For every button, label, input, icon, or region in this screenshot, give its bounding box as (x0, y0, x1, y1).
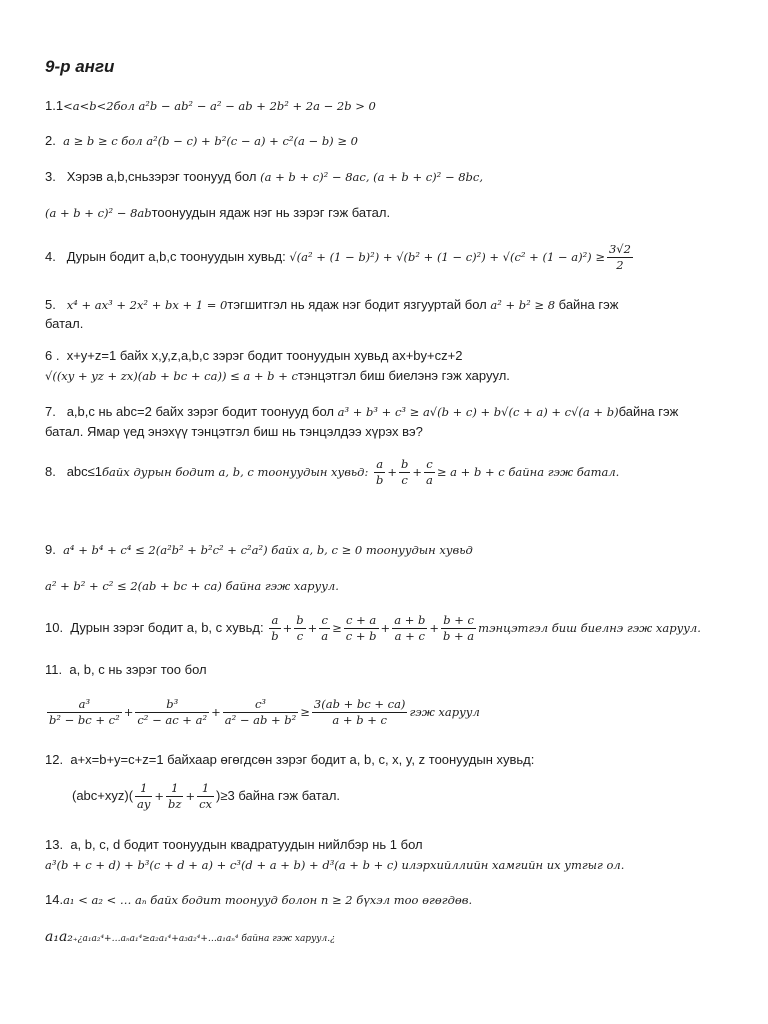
problem-13-formula: a³(b + c + d) + b³(c + d + a) + c³(d + a + b) + d³(a + b + c) илэрхийллийн хамгийн их утгыг ол. (45, 858, 625, 872)
problem-3-number: 3. (45, 169, 56, 184)
problem-4-formula: √(a² + (1 − b)²) + √(b² + (1 − c)²) + √(c² + (1 − a)²) ≥ (289, 249, 605, 264)
problem-12-tail: )≥3 байна гэж батал. (216, 787, 341, 803)
problem-8: 8. abc≤1байх дурын бодит a, b, c тоонуудын хувьд: $\frac{a}{b}$ + $\frac{b}{c}$ + $\frac{c}{a}$ ≥ a + b + c байна гэж батал. (45, 457, 620, 487)
problem-9-formula-2: a² + b² + c² ≤ 2(ab + bc + ca) байна гэж харуул. (45, 579, 339, 593)
problem-12-formula: (abc+xyz)( $\frac{1}{ay}$ + $\frac{1}{bz}$ + $\frac{1}{cx}$ )≥3 байна гэж батал. (72, 781, 341, 811)
fraction-denominator: c (401, 473, 408, 487)
fraction-numerator: a (374, 457, 385, 473)
problem-12 (45, 751, 534, 768)
problem-6-number: 6 . (45, 348, 60, 363)
problem-13 (45, 836, 423, 853)
problem-14-formula: a₁ < a₂ < … aₙ байх бодит тоонууд болон n ≥ 2 бүхэл тоо өгөгдөв. (63, 893, 473, 907)
problem-5-text: тэгшитгэл нь ядаж нэг бодит язгууртай бол (227, 297, 487, 312)
problem-11-text: a, b, c нь зэрэг тоо бол (69, 662, 207, 677)
problem-10: 10. Дурын зэрэг бодит a, b, c хувьд: $\frac{a}{b}$ + $\frac{b}{c}$ + $\frac{c}{a}$ ≥ $\frac{c + a}{c + b}$ + $\frac{a + b}{a + c}$ + $\frac{b + c}{b + a}$ тэнцэтгэл биш биелнэ гэж харуул. (45, 613, 701, 643)
problem-3-formula-2: (a + b + c)² − 8ab (45, 206, 152, 220)
problem-6-cont (45, 367, 510, 385)
problem-10-number: 10. (45, 619, 64, 635)
problem-4-number: 4. (45, 248, 56, 264)
fraction-denominator: a + c (394, 629, 425, 643)
fraction (135, 781, 152, 812)
problem-10-text: Дурын зэрэг бодит a, b, c хувьд: (70, 619, 264, 635)
problem-14 (45, 891, 472, 909)
problem-5 (45, 296, 618, 314)
fraction-denominator: a (321, 629, 329, 643)
fraction-denominator: ay (137, 797, 151, 811)
fraction-numerator: c³ (223, 697, 299, 713)
fraction-numerator: b + c (441, 613, 476, 629)
problem-7-number: 7. (45, 404, 56, 419)
fraction-denominator: c² − ac + a² (137, 713, 208, 727)
fraction-numerator: a³ (47, 697, 122, 713)
problem-4-fraction (607, 242, 633, 273)
fraction-numerator: c (424, 457, 435, 473)
fraction-denominator: b (375, 473, 384, 487)
fraction-denominator: b + a (443, 629, 475, 643)
problem-3 (45, 168, 483, 186)
problem-7 (45, 403, 678, 421)
problem-5-formula-2: a² + b² ≥ 8 (490, 298, 556, 312)
problem-1-formula: <a<b<2бол a²b − ab² − a² − ab + 2b² + 2a − 2b > 0 (63, 99, 376, 113)
fraction-denominator: a (425, 473, 433, 487)
problem-9 (45, 541, 473, 559)
fraction-denominator: bz (168, 797, 182, 811)
fraction-numerator: b (296, 613, 304, 627)
problem-3-text-2: тоонуудын ядаж нэг нь зэрэг гэж батал. (151, 205, 391, 220)
problem-10-tail: тэнцэтгэл биш биелнэ гэж харуул. (478, 620, 701, 635)
problem-11-formula: $\frac{\text{a³}}{\text{b² − bc + c²}}$ + $\frac{\text{b³}}{\text{c² − ac + a²}}$ + $\frac{\text{c³}}{\text{a² − ab + b²}}$ ≥ $\frac{3(ab + bc + ca)}{a + b + c}$ гэж харуул (49, 697, 480, 727)
problem-13-text: a, b, c, d бодит тоонуудын квадратуудын нийлбэр нь 1 бол (70, 837, 423, 852)
fraction (135, 697, 209, 728)
problem-4 (45, 242, 635, 273)
problem-2 (45, 132, 358, 150)
fraction-numerator: b³ (135, 697, 209, 713)
problem-5-text-2: байна гэж (558, 297, 619, 312)
problem-9-cont (45, 577, 339, 595)
fraction (197, 781, 214, 812)
fraction-denominator: b² − bc + c² (49, 713, 120, 727)
problem-12-text: a+x=b+y=c+z=1 байхаар өгөгдсөн зэрэг бодит a, b, c, x, y, z тоонуудын хувьд: (70, 752, 535, 767)
problem-4-text: Дурын бодит a,b,c тоонуудын хувьд: (66, 248, 286, 264)
problem-9-formula: a⁴ + b⁴ + c⁴ ≤ 2(a²b² + b²c² + c²a²) байх a, b, c ≥ 0 тоонуудын хувьд (63, 543, 473, 557)
fraction (392, 613, 427, 644)
problem-8-text: abc≤1 (66, 463, 103, 479)
fraction-denominator: cx (199, 797, 213, 811)
problem-11-number: 11. (45, 662, 63, 677)
fraction (47, 697, 122, 728)
fraction (294, 613, 305, 644)
fraction-numerator: c (319, 613, 330, 629)
problem-14-lead: a₁a₂ (45, 929, 73, 945)
problem-11 (45, 661, 207, 678)
fraction-denominator: b (271, 629, 279, 643)
fraction-denominator: c + b (345, 629, 377, 643)
problem-1-number: 1.1 (45, 98, 64, 113)
fraction-numerator: 1 (197, 781, 214, 797)
problem-9-number: 9. (45, 542, 56, 557)
fraction (319, 613, 330, 644)
problem-3-cont (45, 204, 390, 222)
fraction (166, 781, 183, 812)
problem-5-cont: батал. (45, 316, 84, 331)
page-title: 9-р анги (45, 57, 115, 76)
problem-12-pre: (abc+xyz)( (72, 787, 134, 803)
fraction-numerator: a (269, 613, 280, 629)
fraction-numerator: c + a (344, 613, 379, 629)
fraction-numerator: 1 (135, 781, 152, 797)
fraction (441, 613, 476, 644)
problem-6-text: x+y+z=1 байх x,y,z,a,b,c зэрэг бодит тоонуудын хувьд ax+by+cz+2 (66, 348, 463, 363)
problem-14-number: 14. (45, 892, 64, 907)
fraction (269, 613, 280, 644)
problem-13-cont (45, 856, 624, 874)
fraction-numerator: a + b (394, 613, 426, 627)
fraction-numerator: 1 (166, 781, 183, 797)
problem-6 (45, 347, 462, 364)
fraction-denominator: 2 (616, 258, 624, 272)
fraction-numerator: b (400, 457, 409, 471)
problem-2-formula: a ≥ b ≥ c бол a²(b − c) + b²(c − a) + c²(a − b) ≥ 0 (63, 134, 358, 148)
problem-8-formula: байх дурын бодит a, b, c тоонуудын хувьд: (102, 464, 369, 479)
problem-3-text: Хэрэв a,b,сньзэрэг тоонууд бол (66, 169, 257, 184)
fraction (374, 457, 385, 488)
problem-1 (45, 97, 376, 115)
fraction-denominator: a² − ab + b² (224, 713, 297, 727)
fraction (399, 457, 410, 488)
fraction-denominator: a + b + c (332, 713, 387, 727)
fraction-numerator: 3√2 (608, 242, 631, 256)
problem-7-formula: a³ + b³ + c³ ≥ a√(b + c) + b√(c + a) + c√(a + b) (337, 405, 619, 419)
fraction (312, 697, 408, 728)
fraction (223, 697, 299, 728)
fraction (344, 613, 379, 644)
problem-8-number: 8. (45, 463, 56, 479)
problem-7-text-2: байна гэж (618, 404, 679, 419)
fraction-numerator: 3(ab + bc + ca) (313, 697, 406, 711)
problem-7-text: a,b,c нь abc=2 байх зэрэг бодит тоонууд бол (66, 404, 334, 419)
problem-6-text-2: тэнцэтгэл биш биелэнэ гэж харуул. (297, 368, 510, 383)
problem-5-formula: x⁴ + ax³ + 2x² + bx + 1 = 0 (66, 298, 228, 312)
problem-3-formula: (a + b + c)² − 8ac, (a + b + c)² − 8bc, (260, 170, 484, 184)
problem-14-formula-small: ₊¿a₁a₂⁴+…aₙa₁⁴≥a₂a₁⁴+a₃a₂⁴+…a₁aₙ⁴ байна гэж харуул.¿ (72, 934, 335, 944)
problem-11-tail: гэж харуул (409, 704, 480, 719)
problem-7-cont: батал. Ямар үед энэхүү тэнцэтгэл биш нь тэнцэлдээ хүрэх вэ? (45, 424, 423, 439)
problem-5-number: 5. (45, 297, 56, 312)
problem-14-cont (45, 928, 335, 948)
fraction-denominator: c (296, 629, 304, 643)
problem-6-formula: √((xy + yz + zx)(ab + bc + ca)) ≤ a + b + c (45, 369, 298, 383)
problem-12-number: 12. (45, 752, 64, 767)
problem-8-tail: ≥ a + b + c байна гэж батал. (436, 464, 620, 479)
problem-2-number: 2. (45, 133, 56, 148)
fraction (424, 457, 435, 488)
problem-13-number: 13. (45, 837, 64, 852)
